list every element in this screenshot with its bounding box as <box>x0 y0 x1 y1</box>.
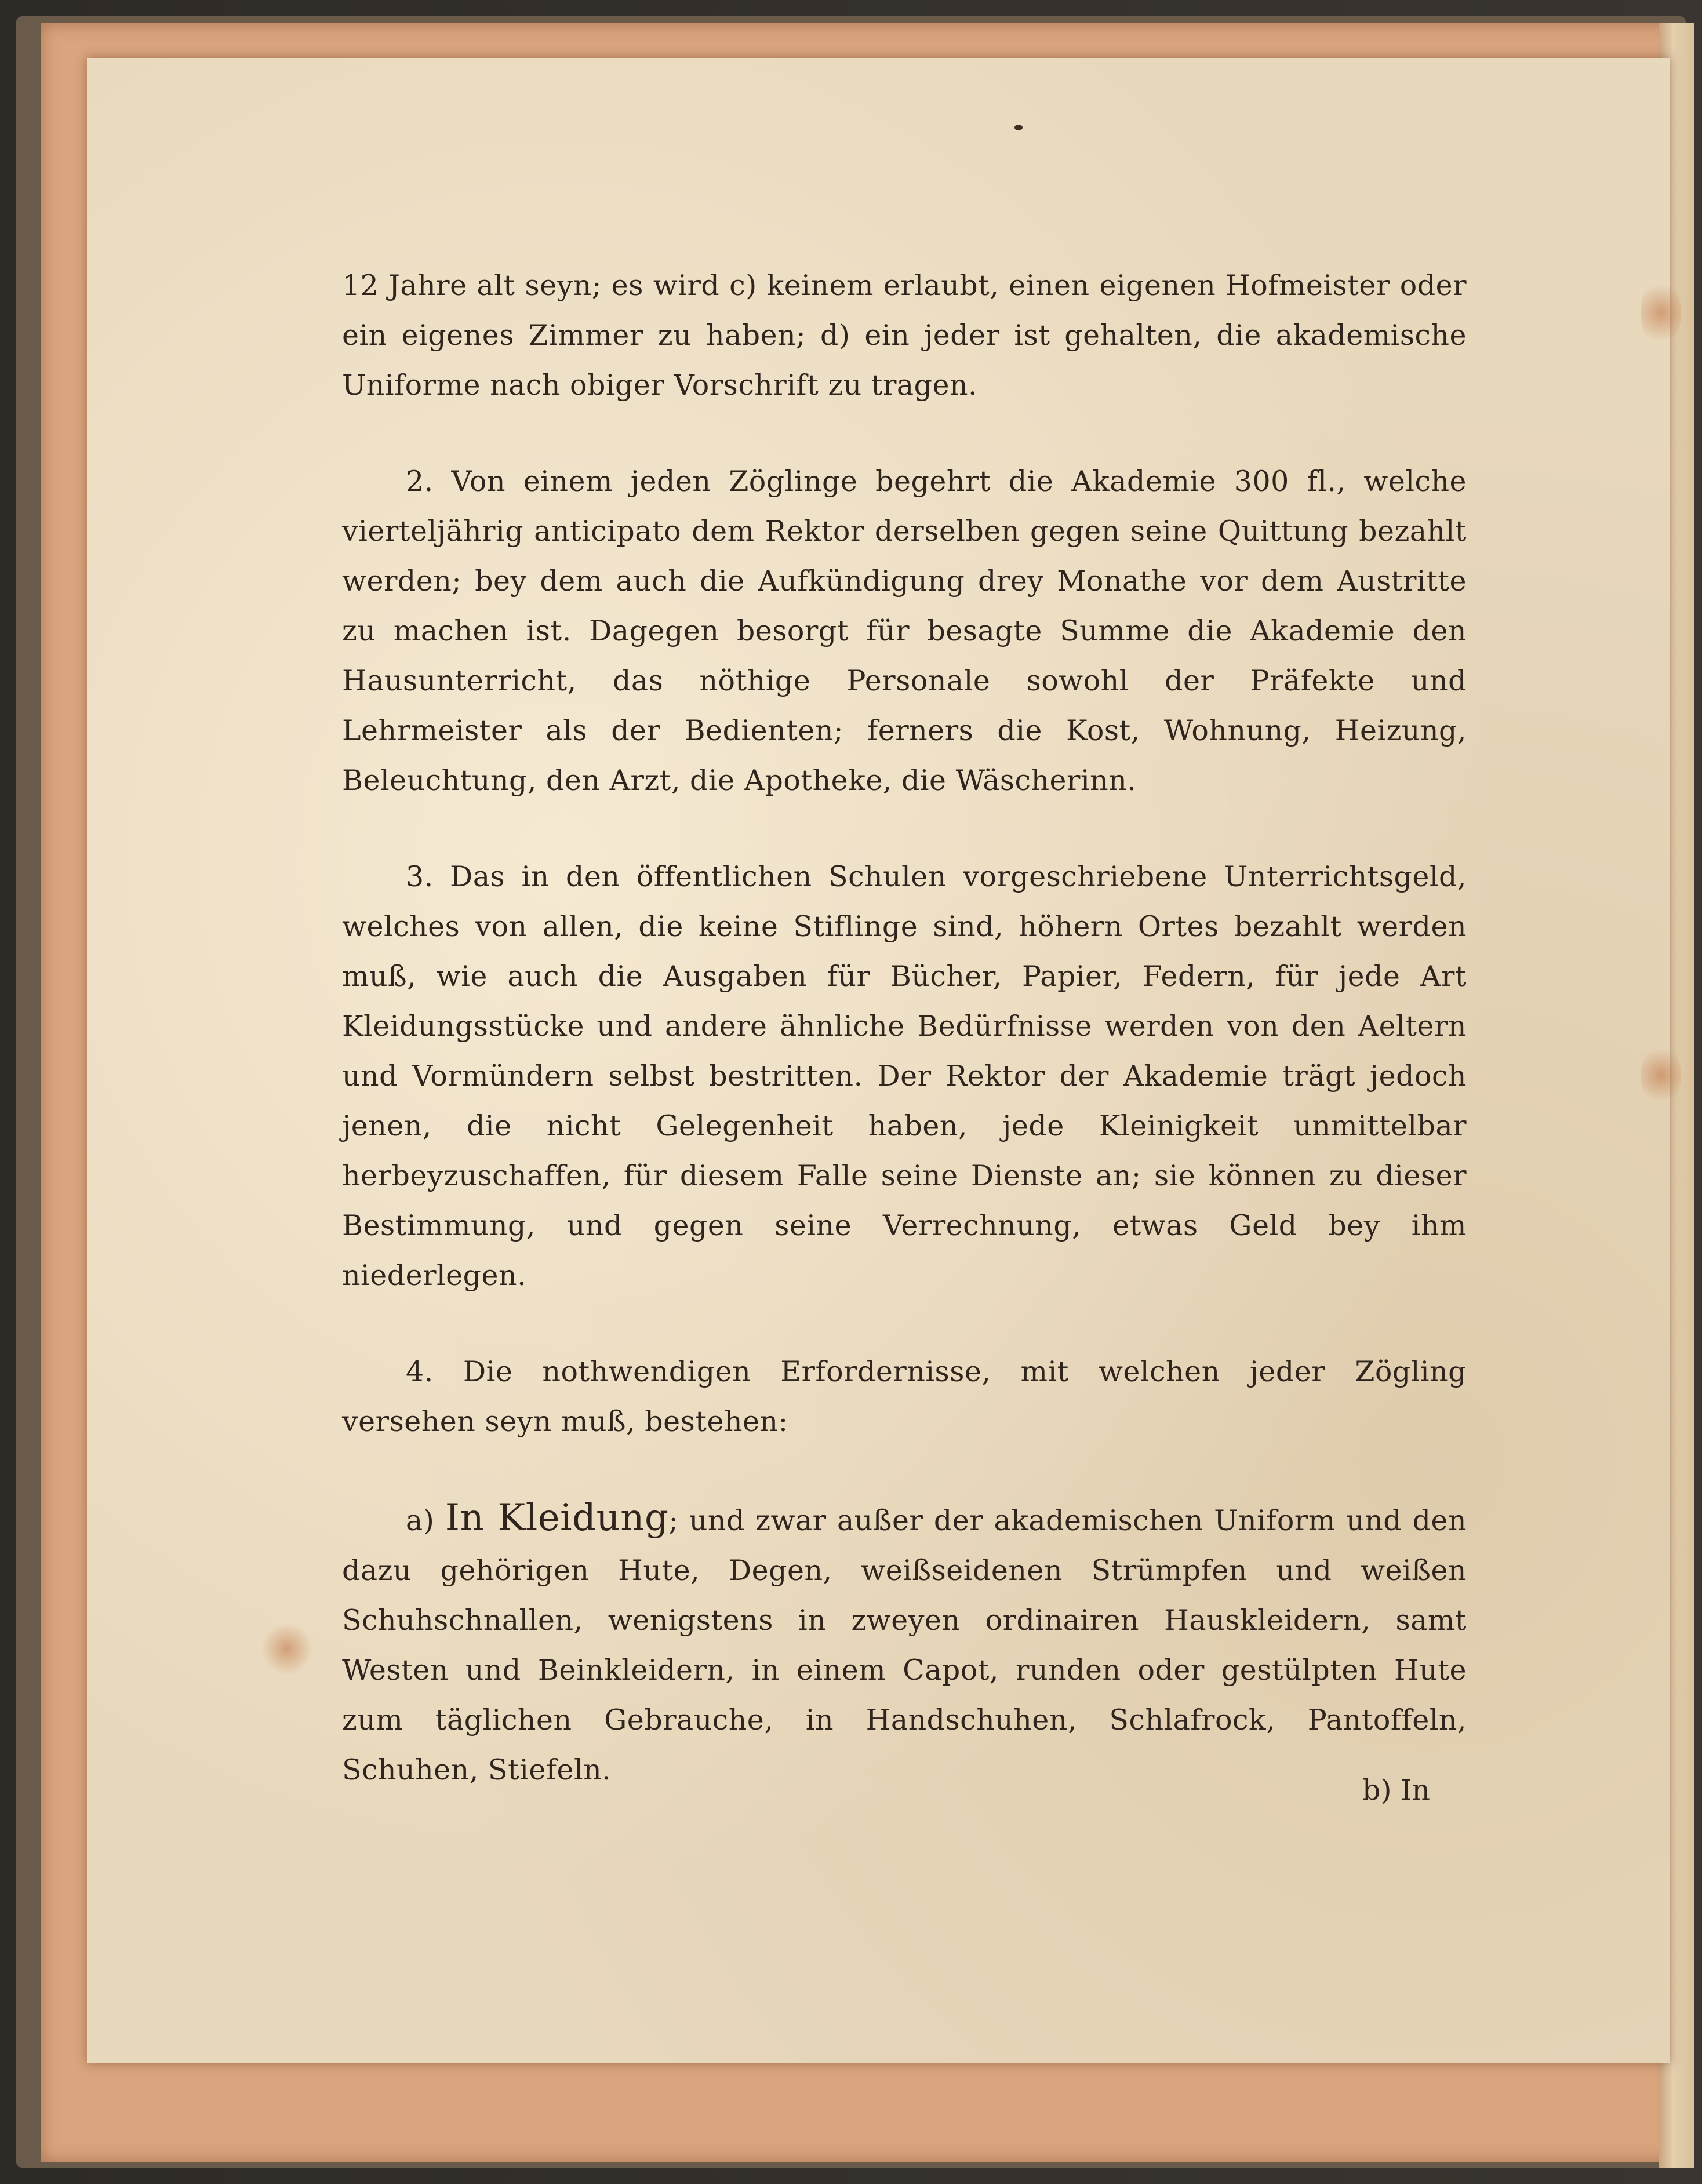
item-heading: In Kleidung <box>445 1497 669 1539</box>
item-prefix: a) <box>406 1504 435 1537</box>
paragraph-5 <box>342 1493 1467 1795</box>
foxing-stain <box>261 1623 313 1675</box>
catchword: b) In <box>1362 1774 1430 1807</box>
ink-speck <box>1014 125 1023 130</box>
paragraph-4: 4. Die nothwendigen Erfordernisse, mit welchen jeder Zögling versehen seyn muß, bestehen: <box>342 1355 1467 1438</box>
item-body: ; und zwar außer der akademischen Uniform und den dazu gehörigen Hute, Degen, weißseidenen Strümpfen und weißen Schuhschnallen, wenigstens in zweyen ordinairen Hauskleidern, samt Westen und Beinkleidern, in einem Capot, runden oder gestülpten Hute zum täglichen Gebrauche, in Handschuhen, Schlafrock, Pantoffeln, Schuhen, Stiefeln. <box>342 1504 1467 1786</box>
paragraph-1: 12 Jahre alt seyn; es wird c) keinem erlaubt, einen eigenen Hofmeister oder ein eigenes Zimmer zu haben; d) ein jeder ist gehalten, die akademische Uniforme nach obiger Vorschrift zu tragen. <box>342 269 1467 402</box>
foxing-stain <box>1641 278 1681 348</box>
body-text <box>342 261 1467 1841</box>
paragraph-2: 2. Von einem jeden Zöglinge begehrt die Akademie 300 fl., welche vierteljährig anticipato dem Rektor derselben gegen seine Quittung bezahlt werden; bey dem auch die Aufkündigung drey Monathe vor dem Austritte zu machen ist. Dagegen besorgt für besagte Summe die Akademie den Hausunterricht, das nöthige Personale sowohl der Präfekte und Lehrmeister als der Bedienten; ferners die Kost, Wohnung, Heizung, Beleuchtung, den Arzt, die Apotheke, die Wäscherinn. <box>342 465 1467 797</box>
paragraph-3: 3. Das in den öffentlichen Schulen vorgeschriebene Unterrichtsgeld, welches von allen, die keine Stiflinge sind, höhern Ortes bezahlt werden muß, wie auch die Ausgaben für Bücher, Papier, Federn, für jede Art Kleidungsstücke und andere ähnliche Bedürfnisse werden von den Aeltern und Vormündern selbst bestritten. Der Rektor der Akademie trägt jedoch jenen, die nicht Gelegenheit haben, jede Kleinigkeit unmittelbar herbeyzuschaffen, für diesem Falle seine Dienste an; sie können zu dieser Bestimmung, und gegen seine Verrechnung, etwas Geld bey ihm niederlegen. <box>342 860 1467 1292</box>
foxing-stain <box>1641 1043 1681 1107</box>
